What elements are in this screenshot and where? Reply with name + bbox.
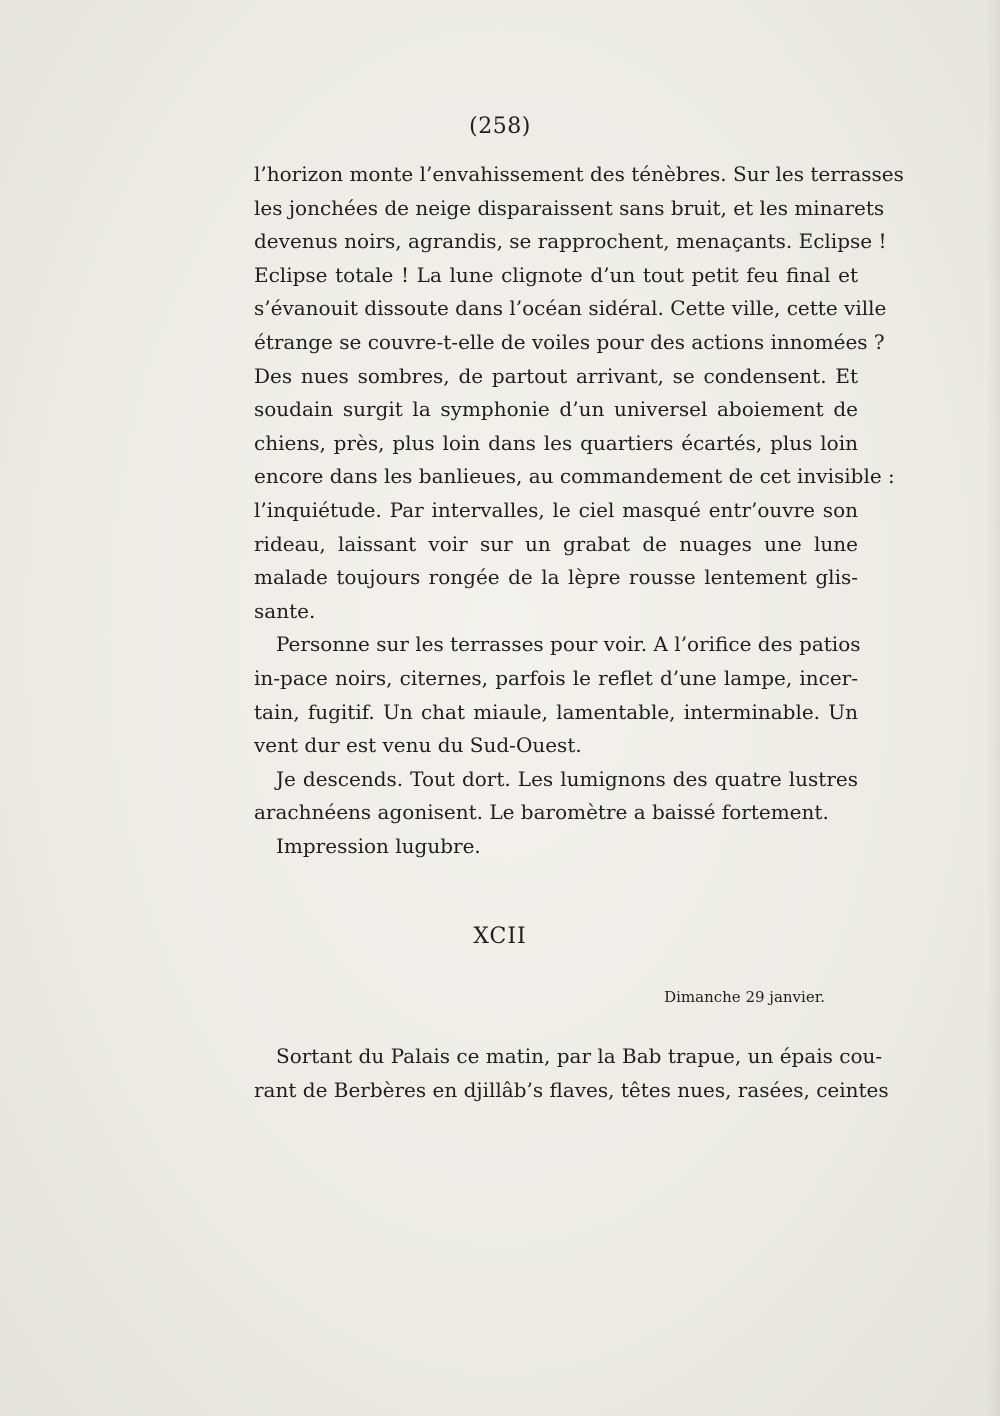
text-line: devenus noirs, agrandis, se rapprochent, menaçants. Eclipse ! (254, 229, 887, 254)
text-block-lower (254, 1040, 889, 1107)
text-line: chiens, près, plus loin dans les quartiers écartés, plus loin (254, 430, 858, 455)
paragraph (254, 763, 858, 830)
text-line: Des nues sombres, de partout arrivant, se condensent. Et (254, 363, 858, 388)
text-line: Eclipse totale ! La lune clignote d’un tout petit feu final et (254, 262, 858, 287)
text-line: sante. (254, 598, 316, 623)
paragraph (254, 830, 858, 864)
paragraph (254, 158, 904, 628)
text-line: l’inquiétude. Par intervalles, le ciel masqué entr’ouvre son (254, 497, 858, 522)
text-line: Impression lugubre. (276, 833, 481, 858)
text-line: les jonchées de neige disparaissent sans bruit, et les minarets (254, 195, 885, 220)
text-line: arachnéens agonisent. Le baromètre a baissé fortement. (254, 800, 829, 825)
page-edge-shadow (986, 0, 1000, 1416)
text-line: soudain surgit la symphonie d’un universel aboiement de (254, 397, 858, 422)
text-line: étrange se couvre-t-elle de voiles pour des actions innomées ? (254, 329, 885, 354)
section-heading: XCII (473, 924, 527, 949)
paragraph (254, 1040, 889, 1107)
text-line: Je descends. Tout dort. Les lumignons des quatre lustres (276, 766, 858, 791)
page-number: (258) (469, 114, 531, 139)
text-line: rant de Berbères en djillâb’s flaves, têtes nues, rasées, ceintes (254, 1077, 889, 1102)
text-line: Sortant du Palais ce matin, par la Bab trapue, un épais cou- (276, 1044, 883, 1068)
text-line: encore dans les banlieues, au commandement de cet invisible : (254, 464, 895, 489)
text-line: s’évanouit dissoute dans l’océan sidéral. Cette ville, cette ville (254, 296, 887, 321)
dateline: Dimanche 29 janvier. (664, 988, 825, 1006)
text-line: tain, fugitif. Un chat miaule, lamentable, interminable. Un (254, 699, 858, 724)
text-line: l’horizon monte l’envahissement des ténèbres. Sur les terrasses (254, 162, 904, 186)
text-line: Personne sur les terrasses pour voir. A l’orifice des patios (276, 632, 861, 657)
text-line: malade toujours rongée de la lèpre rousse lentement glis- (254, 565, 858, 590)
text-line: in-pace noirs, citernes, parfois le reflet d’une lampe, incer- (254, 665, 858, 690)
paragraph (254, 628, 861, 762)
text-line: vent dur est venu du Sud-Ouest. (254, 733, 582, 758)
text-block-upper (254, 158, 904, 863)
text-line: rideau, laissant voir sur un grabat de nuages une lune (254, 531, 858, 556)
